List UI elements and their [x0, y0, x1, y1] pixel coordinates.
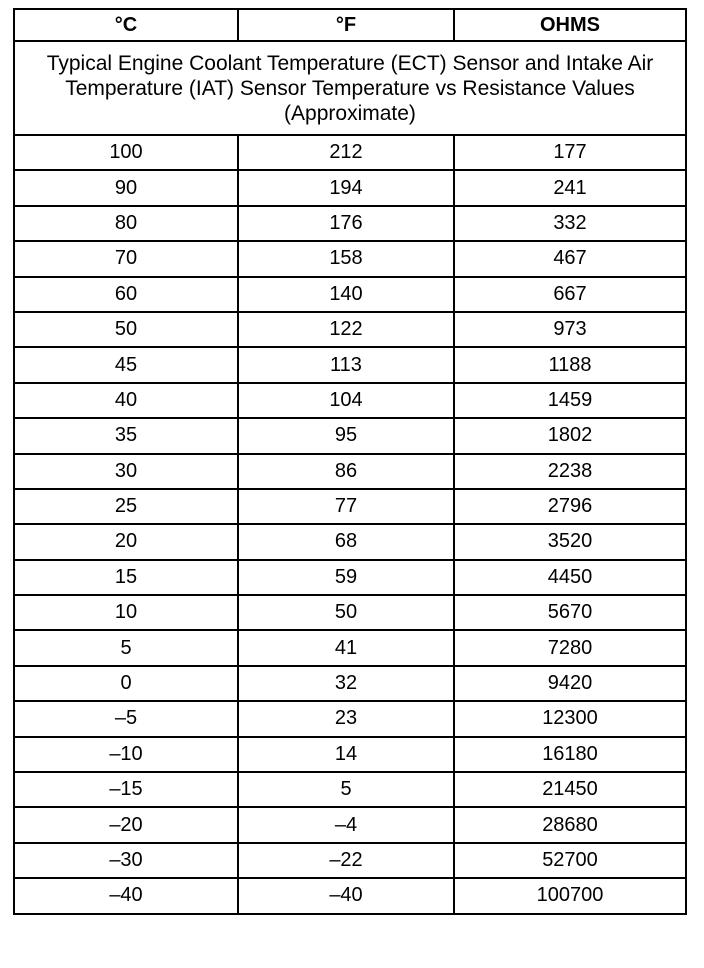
fahrenheit-cell: 59 [238, 560, 454, 595]
fahrenheit-cell: 5 [238, 772, 454, 807]
celsius-cell: –10 [14, 737, 238, 772]
fahrenheit-cell: 158 [238, 241, 454, 276]
table-row [14, 454, 686, 489]
celsius-cell: 25 [14, 489, 238, 524]
fahrenheit-cell: 122 [238, 312, 454, 347]
ohms-cell: 3520 [454, 524, 686, 559]
header-fahrenheit: °F [238, 9, 454, 41]
ohms-cell: 100700 [454, 878, 686, 913]
header-row [14, 9, 686, 41]
fahrenheit-cell: 212 [238, 135, 454, 170]
celsius-cell: 30 [14, 454, 238, 489]
table-row [14, 170, 686, 205]
ohms-cell: 4450 [454, 560, 686, 595]
celsius-cell: 80 [14, 206, 238, 241]
fahrenheit-cell: –22 [238, 843, 454, 878]
celsius-cell: 40 [14, 383, 238, 418]
fahrenheit-cell: 68 [238, 524, 454, 559]
table-caption: Typical Engine Coolant Temperature (ECT) Sensor and Intake Air Temperature (IAT) Sensor Temperature vs Resistance Values (Approximate) [14, 41, 686, 135]
ohms-cell: 52700 [454, 843, 686, 878]
table-row [14, 135, 686, 170]
caption-row [14, 41, 686, 135]
fahrenheit-cell: 140 [238, 277, 454, 312]
celsius-cell: 90 [14, 170, 238, 205]
table-row [14, 206, 686, 241]
ohms-cell: 241 [454, 170, 686, 205]
fahrenheit-cell: 77 [238, 489, 454, 524]
fahrenheit-cell: –40 [238, 878, 454, 913]
fahrenheit-cell: 176 [238, 206, 454, 241]
celsius-cell: 10 [14, 595, 238, 630]
fahrenheit-cell: 95 [238, 418, 454, 453]
fahrenheit-cell: 86 [238, 454, 454, 489]
fahrenheit-cell: 104 [238, 383, 454, 418]
ohms-cell: 16180 [454, 737, 686, 772]
celsius-cell: –30 [14, 843, 238, 878]
fahrenheit-cell: –4 [238, 807, 454, 842]
celsius-cell: 15 [14, 560, 238, 595]
celsius-cell: –15 [14, 772, 238, 807]
header-celsius: °C [14, 9, 238, 41]
table-row [14, 666, 686, 701]
table-row [14, 383, 686, 418]
table-row [14, 241, 686, 276]
celsius-cell: 60 [14, 277, 238, 312]
table-row [14, 843, 686, 878]
fahrenheit-cell: 32 [238, 666, 454, 701]
table-row [14, 701, 686, 736]
table-row [14, 489, 686, 524]
ohms-cell: 973 [454, 312, 686, 347]
ohms-cell: 2238 [454, 454, 686, 489]
fahrenheit-cell: 50 [238, 595, 454, 630]
table-row [14, 595, 686, 630]
temperature-resistance-table [13, 8, 687, 915]
ohms-cell: 2796 [454, 489, 686, 524]
celsius-cell: –20 [14, 807, 238, 842]
fahrenheit-cell: 41 [238, 630, 454, 665]
ohms-cell: 467 [454, 241, 686, 276]
table-row [14, 737, 686, 772]
ohms-cell: 7280 [454, 630, 686, 665]
ohms-cell: 21450 [454, 772, 686, 807]
table-row [14, 312, 686, 347]
celsius-cell: 20 [14, 524, 238, 559]
table-row [14, 560, 686, 595]
celsius-cell: 45 [14, 347, 238, 382]
table-row [14, 772, 686, 807]
celsius-cell: 70 [14, 241, 238, 276]
ohms-cell: 5670 [454, 595, 686, 630]
table-row [14, 277, 686, 312]
fahrenheit-cell: 194 [238, 170, 454, 205]
ohms-cell: 1802 [454, 418, 686, 453]
table-row [14, 524, 686, 559]
celsius-cell: 0 [14, 666, 238, 701]
celsius-cell: 35 [14, 418, 238, 453]
ohms-cell: 332 [454, 206, 686, 241]
ohms-cell: 1188 [454, 347, 686, 382]
table-row [14, 347, 686, 382]
celsius-cell: 100 [14, 135, 238, 170]
header-ohms: OHMS [454, 9, 686, 41]
fahrenheit-cell: 113 [238, 347, 454, 382]
ohms-cell: 1459 [454, 383, 686, 418]
celsius-cell: 50 [14, 312, 238, 347]
celsius-cell: –40 [14, 878, 238, 913]
table-row [14, 878, 686, 913]
celsius-cell: –5 [14, 701, 238, 736]
table-row [14, 630, 686, 665]
ohms-cell: 28680 [454, 807, 686, 842]
table-row [14, 807, 686, 842]
ohms-cell: 9420 [454, 666, 686, 701]
table-row [14, 418, 686, 453]
ohms-cell: 177 [454, 135, 686, 170]
fahrenheit-cell: 23 [238, 701, 454, 736]
celsius-cell: 5 [14, 630, 238, 665]
ohms-cell: 12300 [454, 701, 686, 736]
fahrenheit-cell: 14 [238, 737, 454, 772]
ohms-cell: 667 [454, 277, 686, 312]
